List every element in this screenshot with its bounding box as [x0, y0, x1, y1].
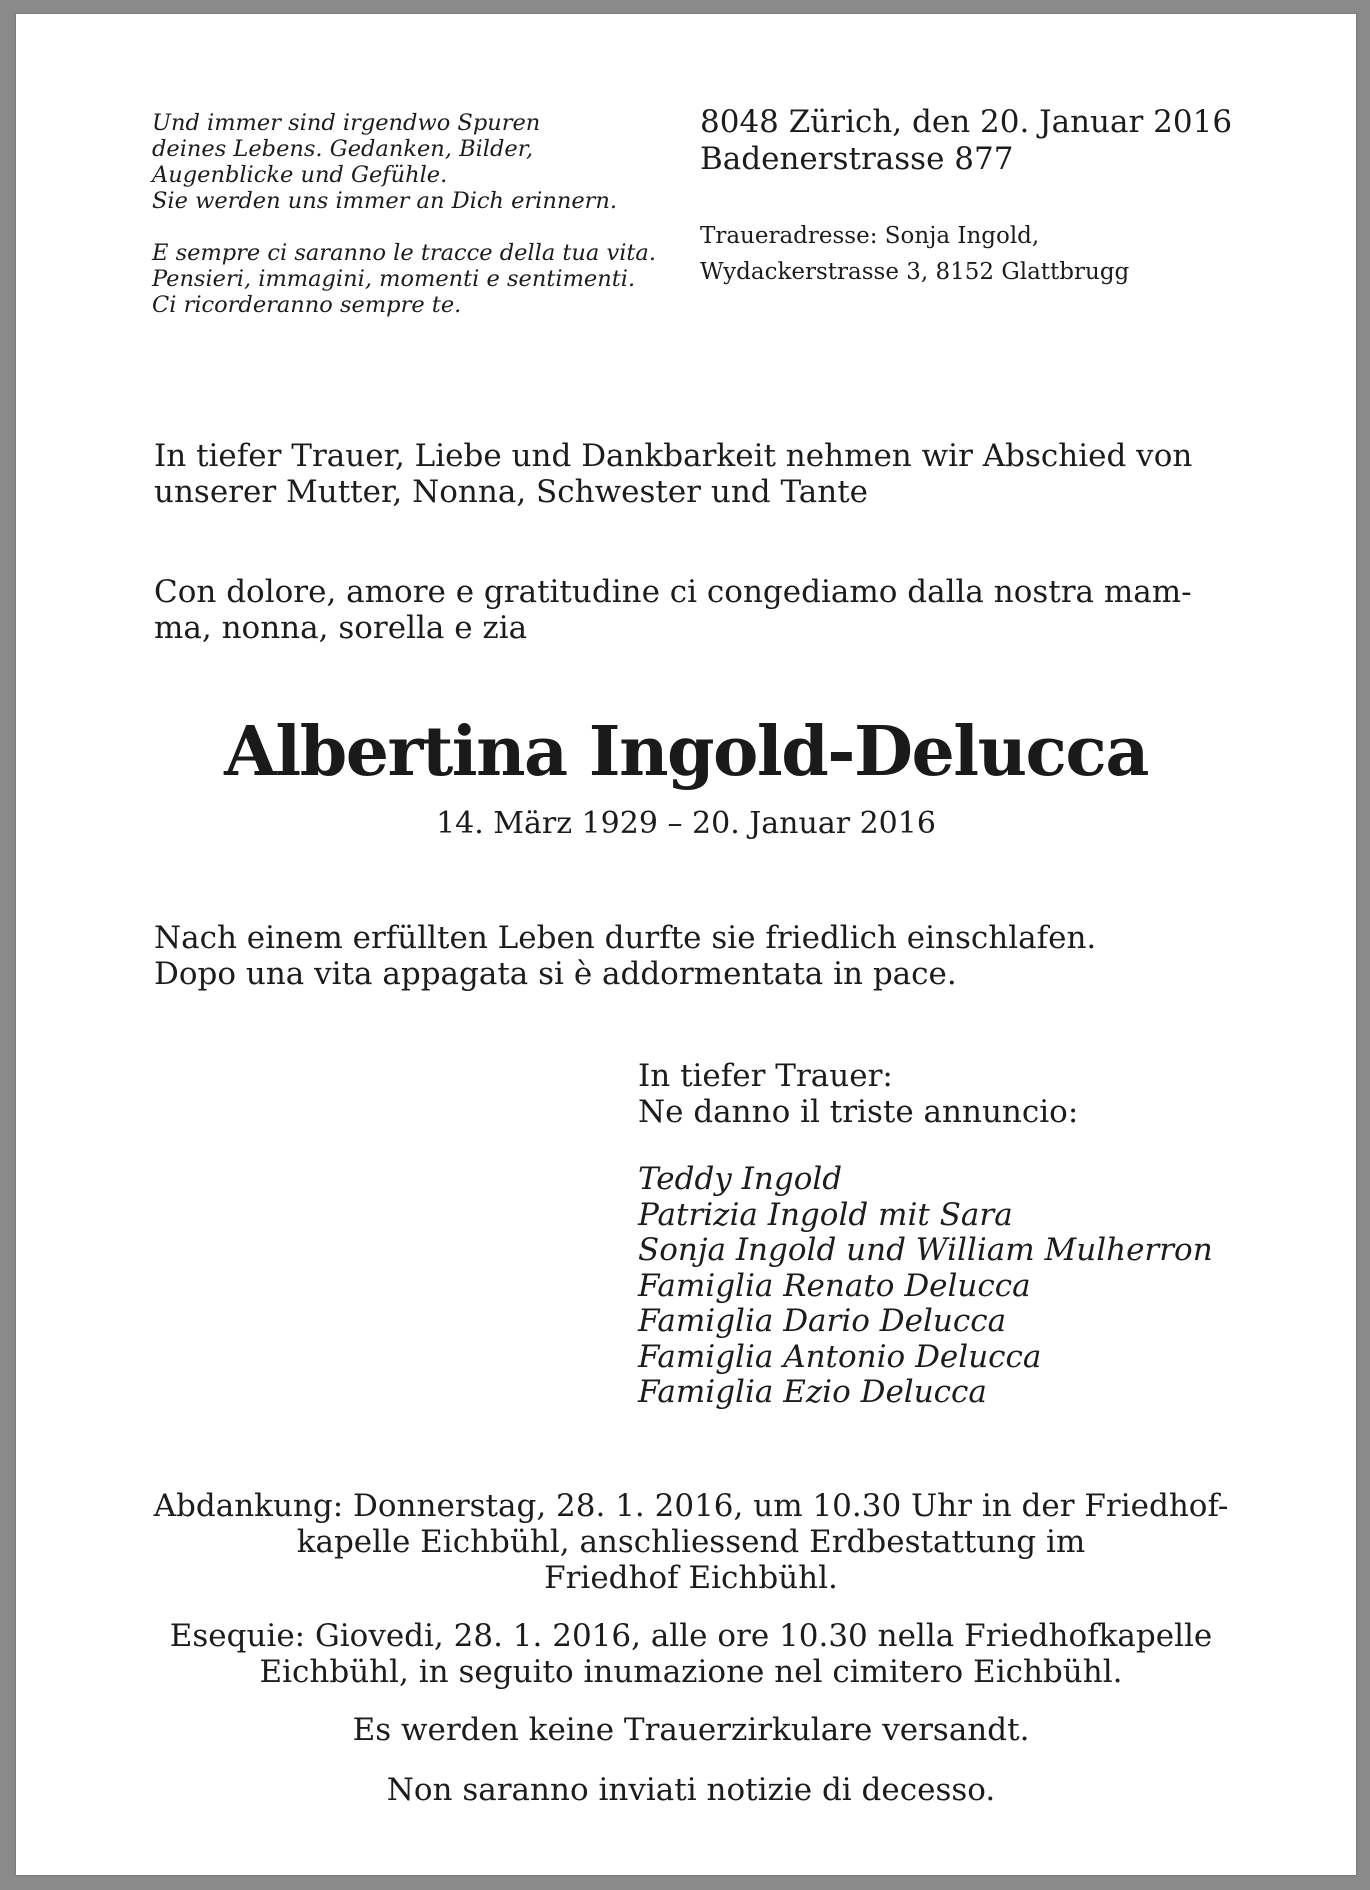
funeral-service-german: Abdankung: Donnerstag, 28. 1. 2016, um 10.30 Uhr in der Friedhof- kapelle Eichbühl, anschliessend Erdbestattung im Friedhof Eichbühl. [153, 1488, 1229, 1596]
mourner-name: Famiglia Dario Delucca [638, 1303, 1007, 1339]
obituary-page [16, 14, 1356, 1875]
deceased-name: Albertina Ingold-Delucca [224, 712, 1148, 792]
funeral-service-italian: Esequie: Giovedi, 28. 1. 2016, alle ore 10.30 nella Friedhofkapelle Eichbühl, in seguito inumazione nel cimitero Eichbühl. [169, 1618, 1213, 1690]
street-address-line: Badenerstrasse 877 [700, 141, 1014, 177]
mourning-address [700, 218, 1340, 290]
mourner-name: Patrizia Ingold mit Sara [638, 1196, 1013, 1233]
place-date-line: 8048 Zürich, den 20. Januar 2016 [700, 104, 1233, 140]
mourner-name: Sonja Ingold und William Mulherron [638, 1232, 1213, 1268]
mourner-name: Teddy Ingold [638, 1161, 843, 1197]
mourners-heading-german: In tiefer Trauer: [638, 1058, 893, 1094]
no-circulars-italian: Non saranno inviati notizie di decesso. [386, 1772, 996, 1808]
life-statement-german: Nach einem erfüllten Leben durfte sie friedlich einschlafen. [154, 920, 1097, 956]
mourning-address-line1: Traueradresse: Sonja Ingold, [700, 223, 1040, 249]
poem-german: Und immer sind irgendwo Spuren deines Lebens. Gedanken, Bilder, Augenblicke und Gefühle. Sie werden uns immer an Dich erinnern. [152, 110, 618, 214]
mourner-name: Famiglia Antonio Delucca [638, 1338, 1042, 1375]
memorial-poem [152, 110, 712, 318]
poem-italian: E sempre ci saranno le tracce della tua vita. Pensieri, immagini, momenti e sentimenti. Ci ricorderanno sempre te. [152, 240, 656, 318]
mourners-list [638, 1162, 1338, 1411]
place-and-date [700, 104, 1340, 178]
life-statement-italian: Dopo una vita appagata si è addormentata in pace. [154, 956, 957, 992]
intro-italian: Con dolore, amore e gratitudine ci congediamo dalla nostra mam- ma, nonna, sorella e zia [154, 574, 1192, 646]
life-statement [154, 920, 1254, 992]
intro-german: In tiefer Trauer, Liebe und Dankbarkeit nehmen wir Abschied von unserer Mutter, Nonna, Schwester und Tante [154, 438, 1193, 510]
no-circulars-german: Es werden keine Trauerzirkulare versandt. [352, 1712, 1030, 1748]
mourning-address-line2: Wydackerstrasse 3, 8152 Glattbrugg [700, 259, 1130, 285]
mourner-name: Famiglia Ezio Delucca [638, 1374, 987, 1410]
mourners-heading-italian: Ne danno il triste annuncio: [638, 1094, 1079, 1130]
mourner-name: Famiglia Renato Delucca [638, 1267, 1031, 1304]
life-dates: 14. März 1929 – 20. Januar 2016 [436, 806, 936, 841]
mourners-heading [638, 1058, 1338, 1130]
